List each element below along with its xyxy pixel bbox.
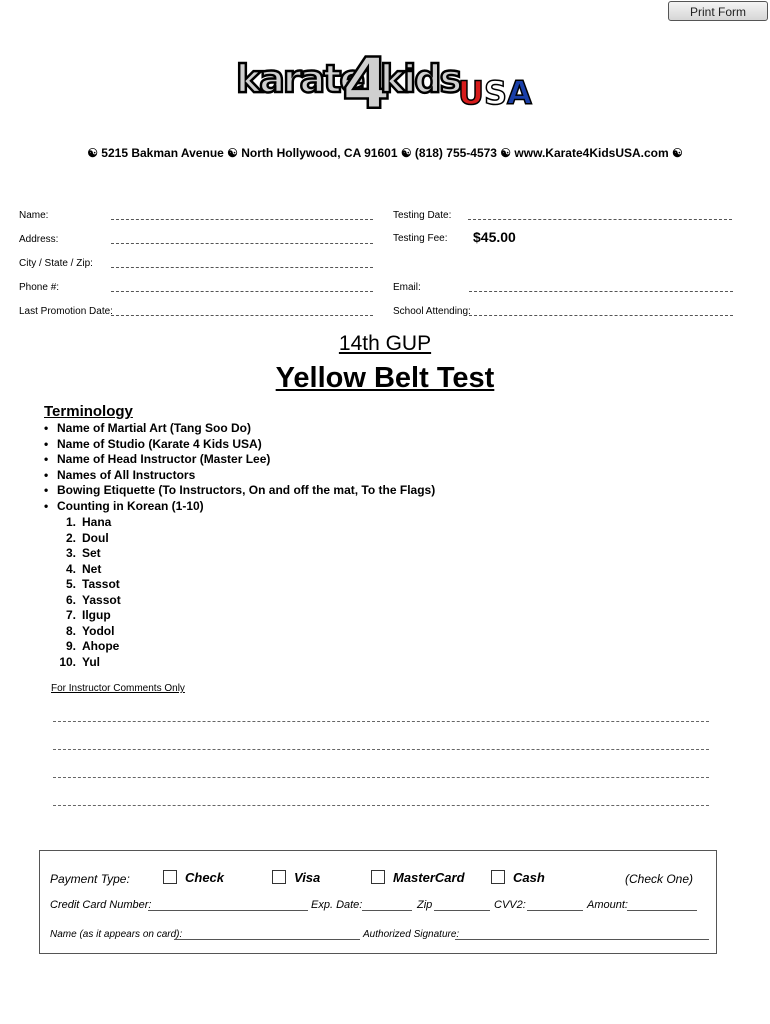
instructor-comments-label: For Instructor Comments Only: [51, 683, 185, 694]
count-number: 1.: [65, 515, 76, 529]
count-number: 7.: [65, 608, 76, 622]
mastercard-option-label: MasterCard: [393, 870, 465, 885]
list-item: [44, 483, 435, 499]
karate4kids-logo: [230, 40, 540, 120]
korean-counting-list: [46, 515, 121, 670]
list-item: [44, 452, 435, 468]
count-item: [46, 639, 121, 655]
address-line: ☯ 5215 Bakman Avenue ☯ North Hollywood, CA 91601 ☯ (818) 755-4573 ☯ www.Karate4KidsUSA.com ☯: [87, 146, 683, 160]
bullet-text: Name of Head Instructor (Master Lee): [57, 452, 271, 467]
address-label: Address:: [19, 234, 59, 245]
terminology-list: [44, 421, 435, 515]
check-checkbox[interactable]: [163, 870, 177, 884]
bullet-text: Names of All Instructors: [57, 467, 196, 482]
count-word: Net: [82, 561, 102, 576]
testing-date-label: Testing Date:: [393, 210, 452, 221]
school-attending-label: School Attending:: [393, 306, 471, 317]
count-item: [46, 608, 121, 624]
last-promotion-date-field[interactable]: [111, 315, 373, 316]
count-item: [46, 593, 121, 609]
count-word: Doul: [82, 530, 109, 545]
visa-checkbox[interactable]: [272, 870, 286, 884]
count-number: 5.: [65, 577, 76, 591]
payment-type-label: Payment Type:: [50, 872, 130, 886]
cvv2-label: CVV2:: [494, 899, 526, 911]
count-word: Ahope: [82, 639, 120, 653]
mastercard-checkbox[interactable]: [371, 870, 385, 884]
name-field[interactable]: [111, 219, 373, 220]
amount-label: Amount:: [587, 899, 628, 911]
comment-line[interactable]: [53, 721, 709, 722]
count-item: [46, 562, 121, 578]
cvv2-field[interactable]: [527, 910, 583, 911]
comment-line[interactable]: [53, 749, 709, 750]
terminology-heading: Terminology: [44, 403, 133, 420]
test-title: Yellow Belt Test: [275, 362, 495, 394]
count-item: [46, 531, 121, 547]
testing-fee-value: $45.00: [473, 229, 516, 245]
logo-4-text: 4: [342, 43, 391, 120]
bullet: •: [44, 452, 49, 467]
logo-graphic: [230, 40, 540, 120]
name-on-card-label: Name (as it appears on card):: [50, 929, 183, 940]
count-item: [46, 624, 121, 640]
authorized-signature-field[interactable]: [455, 939, 709, 940]
bullet-text: Counting in Korean (1-10): [57, 498, 204, 513]
bullet-text: Name of Studio (Karate 4 Kids USA): [57, 436, 262, 451]
count-item: [46, 655, 121, 671]
exp-date-label: Exp. Date:: [311, 899, 363, 911]
count-item: [46, 577, 121, 593]
check-one-note: (Check One): [625, 872, 694, 886]
testing-date-field[interactable]: [468, 219, 732, 220]
list-item: [44, 499, 435, 515]
count-number: 8.: [65, 623, 76, 638]
count-word: Hana: [82, 515, 112, 529]
phone-field[interactable]: [111, 291, 373, 292]
zip-label: Zip: [417, 899, 433, 911]
bullet: •: [44, 498, 49, 513]
address-field[interactable]: [111, 243, 373, 244]
name-on-card-field[interactable]: [174, 939, 360, 940]
count-item: [46, 546, 121, 562]
credit-card-number-field[interactable]: [148, 910, 308, 911]
count-number: 10.: [59, 654, 76, 669]
cash-checkbox[interactable]: [491, 870, 505, 884]
list-item: [44, 437, 435, 453]
count-item: [46, 515, 121, 531]
count-word: Ilgup: [82, 608, 111, 622]
count-number: 2.: [65, 530, 76, 545]
bullet: •: [44, 436, 49, 451]
list-item: [44, 421, 435, 437]
testing-fee-label: Testing Fee:: [393, 233, 448, 244]
visa-option-label: Visa: [294, 870, 321, 885]
count-word: Yodol: [82, 623, 115, 638]
count-word: Tassot: [82, 577, 120, 591]
gup-rank: 14th GUP: [338, 332, 432, 355]
logo-kids-text: kids: [380, 57, 461, 101]
count-word: Yassot: [82, 592, 121, 607]
count-number: 4.: [65, 561, 76, 576]
logo-usa-text: USA: [458, 74, 532, 112]
logo-karate-text: karate: [236, 57, 364, 101]
count-word: Set: [82, 546, 101, 560]
comment-line[interactable]: [53, 777, 709, 778]
name-label: Name:: [19, 210, 49, 221]
check-option-label: Check: [185, 870, 225, 885]
list-item: [44, 468, 435, 484]
school-attending-field[interactable]: [469, 315, 733, 316]
bullet: •: [44, 421, 49, 435]
zip-field[interactable]: [434, 910, 490, 911]
bullet: •: [44, 483, 49, 498]
bullet: •: [44, 467, 49, 482]
credit-card-number-label: Credit Card Number:: [50, 899, 152, 911]
bullet-text: Name of Martial Art (Tang Soo Do): [57, 421, 252, 435]
count-number: 3.: [65, 546, 76, 560]
email-field[interactable]: [469, 291, 733, 292]
email-label: Email:: [393, 282, 421, 293]
phone-label: Phone #:: [19, 282, 60, 293]
amount-field[interactable]: [627, 910, 697, 911]
city-state-zip-label: City / State / Zip:: [19, 258, 93, 269]
count-number: 6.: [65, 592, 76, 607]
count-word: Yul: [82, 654, 101, 669]
exp-date-field[interactable]: [362, 910, 412, 911]
count-number: 9.: [65, 639, 76, 653]
last-promotion-date-label: Last Promotion Date:: [19, 306, 113, 317]
cash-option-label: Cash: [513, 870, 545, 885]
comment-line[interactable]: [53, 805, 709, 806]
print-form-button[interactable]: Print Form: [668, 1, 768, 21]
city-state-zip-field[interactable]: [111, 267, 373, 268]
authorized-signature-label: Authorized Signature:: [363, 929, 460, 940]
bullet-text: Bowing Etiquette (To Instructors, On and off the mat, To the Flags): [57, 483, 436, 498]
